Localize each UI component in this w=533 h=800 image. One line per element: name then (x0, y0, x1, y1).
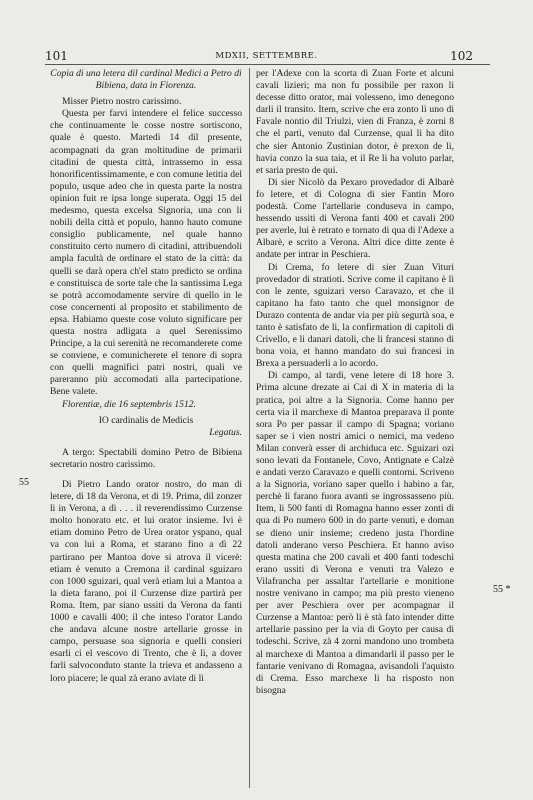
paragraph: Di Pietro Lando orator nostro, do man di letere, di 18 da Verona, et di 19. Prima, dil zonzer lì in Verona, a dì . . . il reverendissimo Curzense molto honorato etc. et lui orator insieme. Ivi è etiam domino Petro de Urea orator yspano, qual va con lui a Roma, et starano fino a dì 22 partirano per Mantoa dove si atrova il vicerè: etiam è venuto a Cremona il cardinal sguizaro con 1000 sguizari, qual verà etiam lui a Mantoa a la dieta farano, poi il Curzense dize partirà per Roma. Item, par siano ussiti da Verona da fanti 1000 e cavalli 400; il che inteso l'orator Lando che andava alcune nostre artellarie grosse in campo, persuase soa signoria e quelli consieri esarli ci el vescovo di Trento, che è lì, a dover farli salvoconduto stante la trieva et andasseno a loro piacere; le qual zà erano aviate di lì (50, 479, 242, 684)
paragraph: Di sier Nicolò da Pexaro provedador di Albarè fo letere, et di Cologna di sier Fantin Moro podestà. Come l'artellarie conduseva in campo, hessendo ussiti di Verona fanti 400 et cavali 200 per averle, lui è retrato e tornato di qua di l'Adexe a Albarè, e scrito a Verona. Altri dice ditte zente è andate per intrar in Peschiera. (256, 176, 454, 261)
right-column (256, 68, 454, 697)
paragraph: Florentiæ, die 16 septembris 1512. (62, 398, 196, 410)
paragraph: Copia di una letera dil cardinal Medici a Petro di Bibiena, data in Fiorenza. (50, 68, 242, 92)
paragraph: Questa per farvi intendere el felice successo che continuamente le cosse nostre sortiscono, quale è questo. Martedì 14 dil presente, acompagnati da gran moltitudine de primarii citadini de questa città, intrassemo in essa honorificentissimamente, e con comune letitia del populo, usque adeo che in questa parte la nostra opinion fuit re ipsa longe superata. Oggi 15 del medesmo, questa excelsa Signoria, una con li nobili della città et populo, hanno hauto comune consiglio publicamente, nel quale hanno constituito certo numero di citadini, attribuendoli ampla facultà de ordinare el stato de la città: da quelli se darà opera ch'el stato predicto se ordina e constituisca de sorte tale che la santissima Lega se potrà accomodamente servire di quello in le cose concernenti al proposito et stabilimento de epsa. Habiamo queste cose voluto significare per questa nostra adligata a quel Serenissimo Principe, a la cui serenità ne recomanderete come se conviene, e comunicherete el tenore di sopra con quelli magnifici patri nostri, quali ve pareranno più accomodati alla partecipatione. Bene valete. (50, 108, 242, 398)
left-column (50, 68, 242, 685)
paragraph: Misser Pietro nostro carissimo. (62, 96, 182, 108)
paragraph: Di Crema, fo letere di sier Zuan Vituri provedador di stratioti. Scrive come il capitano è lì con le zente, sguizari verso Caravazo, et che il capitano ha fato tanto che quel monsignor de Durazo contenta de andar via per più segurtà soa, e tanto è satisfato de li, la confirmation di capitoli di Crivello, e li danari datoli, che li francesi stanno di bona voia, et hanno mandato do sui francesi in Brexa a persuaderli a lo acordo. (256, 261, 454, 370)
paragraph: A tergo: Spectabili domino Petro de Bibiena secretario nostro carissimo. (50, 446, 242, 470)
page-number-left: 101 (45, 49, 68, 63)
paragraph: Di campo, al tardi, vene letere di 18 hore 3. Prima alcune drezate ai Cai di X in materia di la pratica, poi altre a la Signoria. Come hanno per certa via il marchexe di Mantoa preparava il ponte sora Po per passar il campo di Spagna; voriano saper se i vien nostri amici o nemici, ma vedeno Milan converà esser di archiduca etc. Sguizari ozi sono levati da Fontanele, Covo, Antignate e Calzè e andati verzo Caravazo e quelli contorni. Scriveno a la Signoria, voriano saper quello i habino a far, perchè li farano fuora avanti se ingrossasseno più. Item, li 500 fanti di Romagna hanno esser zonti di qua di Po numero 600 in do parte venuti, e doman se dieno unir insieme; credeno justa l'hordine datoli anderano verso Peschiera. Et hanno aviso questa matina che 200 cavali et 400 fanti todeschi erano ussiti di Verona e venuti tra Valezo e Vilafrancha per assaltar l'artellarie e monitione nostre venivano in campo; ma più presto vieneno per aver Peschiera over per acompagnar il Curzense a Mantoa: però li è stà fato intender ditte artellarie passino per la via di Goyto per causa di todeschi. Scrive, zà 4 zorni mandono uno trombeta al marchexe di Mantoa a dimandarli il passo per le fantarie venivano di Romagna, avisandoli l'aquisto di Crema. Esso marchexe li ha risposto non bisogna (256, 370, 454, 696)
header-rule (45, 64, 490, 65)
paragraph: IO cardinalis de Medicis (98, 414, 194, 426)
paragraph: per l'Adexe con la scorta di Zuan Forte et alcuni cavali lizieri; ma non fu possibile per raxon li decesse ditto orator, mai volesseno, imo denegono darli il transito. Item, scrive che era zonto lì uno di Favale nontio dil Triulzi, vien di Franza, è zorni 8 che el partì, venuto dal Curzense, qual lì ha dito che sier Antonio Zustinian dotor, è prexon de lì, havia conzo la sua taia, et il Re li ha voluto parlar, et saria presto de qui. (256, 68, 454, 176)
column-divider (249, 68, 250, 788)
running-title: MDXII, SETTEMBRE. (215, 51, 318, 61)
margin-number-left: 55 (19, 477, 29, 488)
paragraph: Legatus. (209, 426, 242, 438)
margin-number-right: 55 * (493, 584, 511, 595)
page-number-right: 102 (450, 49, 473, 63)
